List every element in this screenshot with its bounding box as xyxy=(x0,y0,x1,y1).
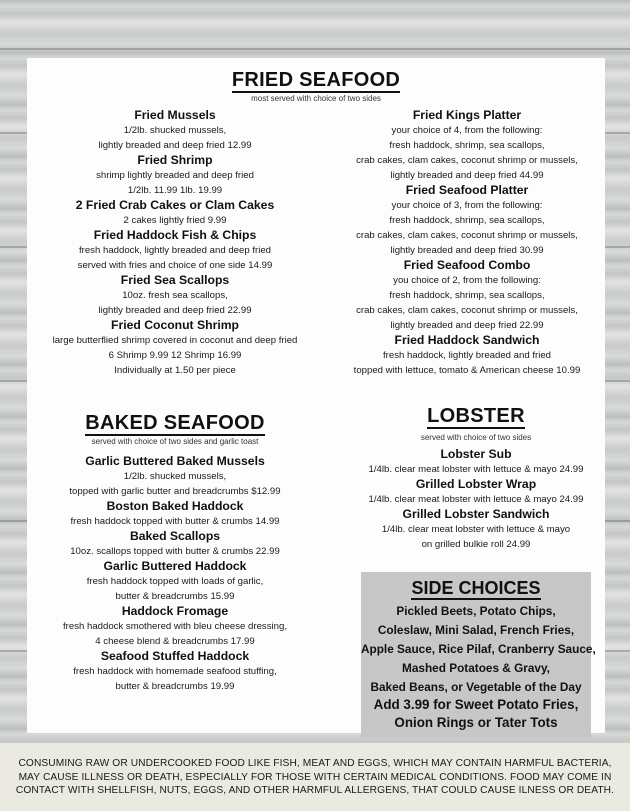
menu-item-description: crab cakes, clam cakes, coconut shrimp or mussels, xyxy=(356,305,578,316)
side-choices-line: Mashed Potatoes & Gravy, xyxy=(402,661,550,675)
baked-seafood-column xyxy=(47,454,303,694)
menu-item-name: Seafood Stuffed Haddock xyxy=(100,649,250,663)
menu-item-name: Boston Baked Haddock xyxy=(106,499,244,513)
menu-item-description: lightly breaded and deep fried 12.99 xyxy=(98,140,252,151)
side-choices-line: Coleslaw, Mini Salad, French Fries, xyxy=(377,623,575,637)
menu-item-description: large butterflied shrimp covered in coconut and deep fried xyxy=(52,335,298,346)
menu-item-description: butter & breadcrumbs 15.99 xyxy=(115,591,235,602)
menu-item-description: 6 Shrimp 9.99 12 Shrimp 16.99 xyxy=(108,350,242,361)
baked-seafood-subtitle: served with choice of two sides and garlic toast xyxy=(91,437,259,446)
fried-seafood-left-column xyxy=(47,108,303,378)
menu-item-description: fresh haddock, shrimp, sea scallops, xyxy=(389,215,545,226)
menu-item-name: Fried Shrimp xyxy=(137,153,213,167)
menu-item-description: fresh haddock, shrimp, sea scallops, xyxy=(389,140,545,151)
menu-item-name: Fried Seafood Platter xyxy=(405,183,529,197)
menu-item-name: Fried Sea Scallops xyxy=(120,273,230,287)
allergen-notice-text: CONSUMING RAW OR UNDERCOOKED FOOD LIKE FISH, MEAT AND EGGS, WHICH MAY CONTAIN HARMFUL BACTERIA, MAY CAUSE ILLNESS OR DEATH, ESPECIALLY FOR THOSE WITH CERTAIN MEDICAL CONDITIONS. FOOD MAY COME IN CONTACT WITH SHELLFISH, NUTS, EGGS, AND OTHER HARMFUL ALLERGENS, THAT COULD CAUSE ILNESS OR DEATH. xyxy=(15,758,615,797)
menu-item-description: Individually at 1.50 per piece xyxy=(114,365,236,376)
menu-item-description: crab cakes, clam cakes, coconut shrimp or mussels, xyxy=(356,230,578,241)
menu-item-description: lightly breaded and deep fried 30.99 xyxy=(390,245,544,256)
menu-item-description: topped with lettuce, tomato & American cheese 10.99 xyxy=(353,365,581,376)
side-choices-line: Apple Sauce, Rice Pilaf, Cranberry Sauce, xyxy=(361,642,596,656)
menu-item-description: 10oz. fresh sea scallops, xyxy=(122,290,228,301)
fried-seafood-right-column xyxy=(332,108,602,378)
baked-seafood-title: BAKED SEAFOOD xyxy=(85,412,265,434)
side-choices-line: Pickled Beets, Potato Chips, xyxy=(396,604,556,618)
menu-item-description: 1/4lb. clear meat lobster with lettuce & mayo xyxy=(381,524,571,535)
menu-item-description: fresh haddock topped with loads of garlic, xyxy=(86,576,264,587)
menu-item-description: you choice of 2, from the following: xyxy=(393,275,541,286)
allergen-notice-footer xyxy=(0,742,630,811)
wood-plank-seam xyxy=(0,48,630,50)
menu-item-name: Garlic Buttered Baked Mussels xyxy=(85,454,265,468)
lobster-title: LOBSTER xyxy=(427,405,525,427)
fried-seafood-subtitle: most served with choice of two sides xyxy=(251,94,381,103)
menu-item-description: on grilled bulkie roll 24.99 xyxy=(421,539,531,550)
menu-item-name: Fried Coconut Shrimp xyxy=(111,318,239,332)
menu-item-description: fresh haddock smothered with bleu cheese dressing, xyxy=(63,621,287,632)
menu-item-description: 10oz. scallops topped with butter & crumbs 22.99 xyxy=(70,546,280,557)
side-choices-title: SIDE CHOICES xyxy=(411,578,541,598)
side-upcharge-line: Onion Rings or Tater Tots xyxy=(394,715,558,730)
menu-item-description: lightly breaded and deep fried 44.99 xyxy=(390,170,544,181)
menu-item-description: butter & breadcrumbs 19.99 xyxy=(115,681,235,692)
menu-item-name: Haddock Fromage xyxy=(121,604,229,618)
menu-item-name: Fried Kings Platter xyxy=(412,108,522,122)
menu-item-name: Fried Mussels xyxy=(134,108,216,122)
menu-item-name: Grilled Lobster Sandwich xyxy=(402,507,550,521)
menu-item-description: fresh haddock, lightly breaded and deep fried xyxy=(78,245,271,256)
fried-seafood-title: FRIED SEAFOOD xyxy=(231,69,401,91)
menu-item-description: 1/2lb. 11.99 1lb. 19.99 xyxy=(127,185,223,196)
menu-item-description: 1/4lb. clear meat lobster with lettuce & mayo 24.99 xyxy=(368,464,584,475)
menu-item-description: 2 cakes lightly fried 9.99 xyxy=(123,215,227,226)
menu-item-name: 2 Fried Crab Cakes or Clam Cakes xyxy=(75,198,275,212)
menu-item-description: 1/2lb. shucked mussels, xyxy=(123,471,227,482)
menu-item-name: Fried Haddock Sandwich xyxy=(394,333,540,347)
side-choices-box xyxy=(361,572,596,738)
menu-item-name: Fried Haddock Fish & Chips xyxy=(93,228,257,242)
lobster-column xyxy=(341,447,611,552)
menu-item-description: your choice of 4, from the following: xyxy=(391,125,543,136)
menu-item-description: fresh haddock, lightly breaded and fried xyxy=(383,350,551,361)
menu-item-description: fresh haddock topped with butter & crumbs 14.99 xyxy=(70,516,280,527)
menu-item-description: 1/4lb. clear meat lobster with lettuce & mayo 24.99 xyxy=(368,494,584,505)
lobster-subtitle: served with choice of two sides xyxy=(420,433,532,442)
menu-item-name: Fried Seafood Combo xyxy=(403,258,531,272)
menu-item-description: fresh haddock with homemade seafood stuffing, xyxy=(73,666,277,677)
menu-item-name: Baked Scallops xyxy=(129,529,221,543)
side-upcharge-line: Add 3.99 for Sweet Potato Fries, xyxy=(373,697,579,712)
menu-item-description: 4 cheese blend & breadcrumbs 17.99 xyxy=(95,636,255,647)
menu-item-description: fresh haddock, shrimp, sea scallops, xyxy=(389,290,545,301)
menu-item-description: crab cakes, clam cakes, coconut shrimp or mussels, xyxy=(356,155,578,166)
menu-item-name: Garlic Buttered Haddock xyxy=(103,559,247,573)
menu-item-name: Grilled Lobster Wrap xyxy=(415,477,537,491)
menu-item-description: lightly breaded and deep fried 22.99 xyxy=(98,305,252,316)
menu-item-description: served with fries and choice of one side 14.99 xyxy=(77,260,273,271)
menu-item-description: lightly breaded and deep fried 22.99 xyxy=(390,320,544,331)
menu-item-description: 1/2lb. shucked mussels, xyxy=(123,125,227,136)
menu-item-description: topped with garlic butter and breadcrumbs $12.99 xyxy=(69,486,281,497)
side-choices-line: Baked Beans, or Vegetable of the Day xyxy=(370,680,582,694)
menu-item-description: your choice of 3, from the following: xyxy=(391,200,543,211)
menu-item-name: Lobster Sub xyxy=(440,447,512,461)
menu-item-description: shrimp lightly breaded and deep fried xyxy=(96,170,254,181)
